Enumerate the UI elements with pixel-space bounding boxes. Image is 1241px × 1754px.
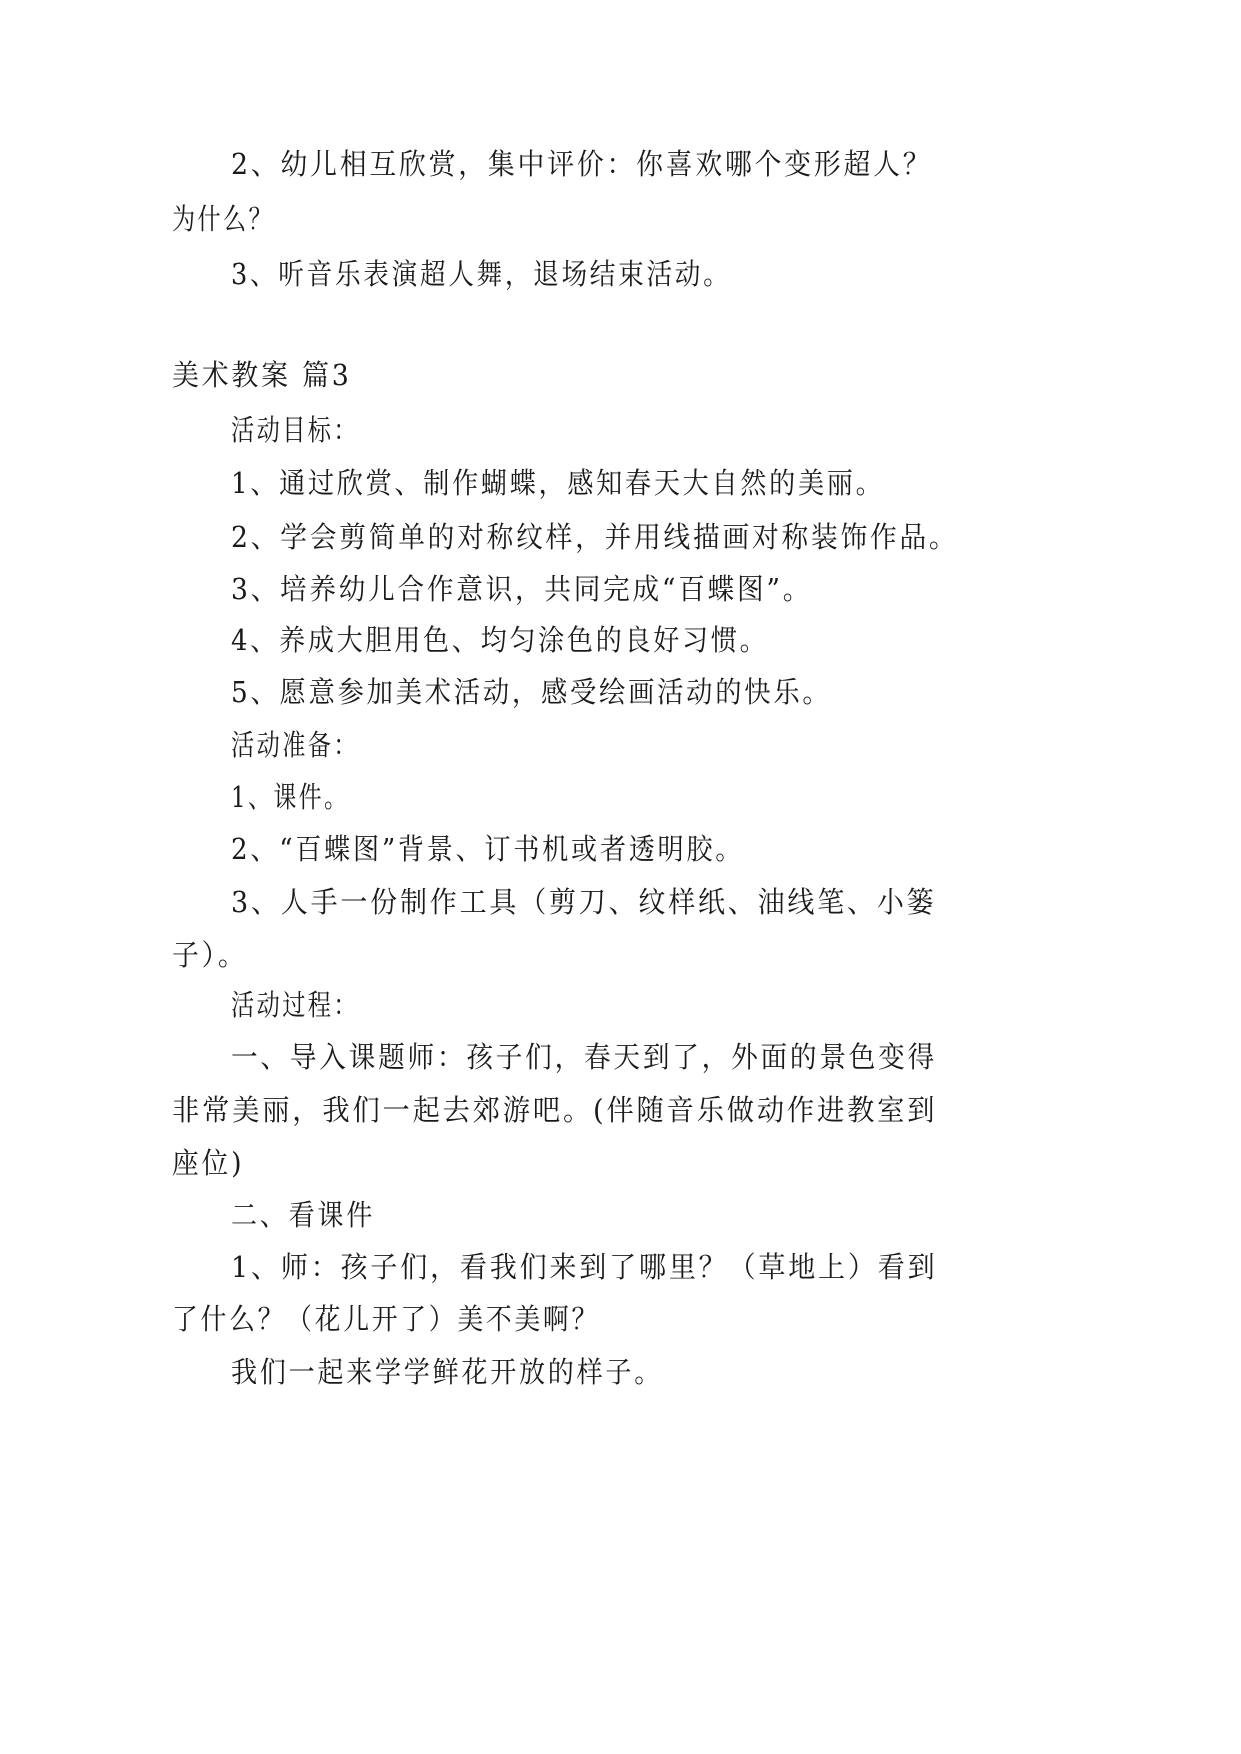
paragraph-line: 2、幼儿相互欣赏，集中评价：你喜欢哪个变形超人？ bbox=[231, 147, 933, 181]
paragraph-line: 二、看课件 bbox=[231, 1198, 376, 1232]
paragraph-line: 子）。 bbox=[172, 938, 248, 972]
paragraph-line: 2、“百蝶图”背景、订书机或者透明胶。 bbox=[231, 832, 745, 866]
paragraph-line: 一、导入课题师：孩子们，春天到了，外面的景色变得 bbox=[231, 1040, 938, 1074]
section-title: 美术教案 篇3 bbox=[172, 358, 352, 392]
paragraph-line: 1、通过欣赏、制作蝴蝶，感知春天大自然的美丽。 bbox=[231, 466, 885, 500]
paragraph-line: 4、养成大胆用色、均匀涂色的良好习惯。 bbox=[231, 623, 769, 657]
paragraph-line: 我们一起来学学鲜花开放的样子。 bbox=[231, 1355, 664, 1389]
paragraph-line: 活动准备： bbox=[231, 728, 360, 762]
paragraph-line: 1、课件。 bbox=[231, 780, 350, 814]
paragraph-line: 活动目标： bbox=[231, 413, 360, 447]
paragraph-line: 3、培养幼儿合作意识，共同完成“百蝶图”。 bbox=[231, 572, 813, 606]
paragraph-line: 1、师：孩子们，看我们来到了哪里？（草地上）看到 bbox=[231, 1250, 938, 1284]
paragraph-line: 为什么？ bbox=[172, 202, 275, 236]
paragraph-line: 5、愿意参加美术活动，感受绘画活动的快乐。 bbox=[231, 675, 832, 709]
paragraph-line: 3、人手一份制作工具（剪刀、纹样纸、油线笔、小篓 bbox=[231, 885, 937, 919]
paragraph-line: 3、听音乐表演超人舞，退场结束活动。 bbox=[231, 257, 732, 291]
paragraph-line: 活动过程： bbox=[231, 988, 360, 1022]
paragraph-line: 座位) bbox=[172, 1146, 245, 1180]
paragraph-line: 非常美丽，我们一起去郊游吧。(伴随音乐做动作进教室到 bbox=[172, 1093, 938, 1127]
paragraph-line: 了什么？（花儿开了）美不美啊？ bbox=[172, 1302, 601, 1336]
paragraph-line: 2、学会剪简单的对称纹样，并用线描画对称装饰作品。 bbox=[231, 520, 959, 554]
